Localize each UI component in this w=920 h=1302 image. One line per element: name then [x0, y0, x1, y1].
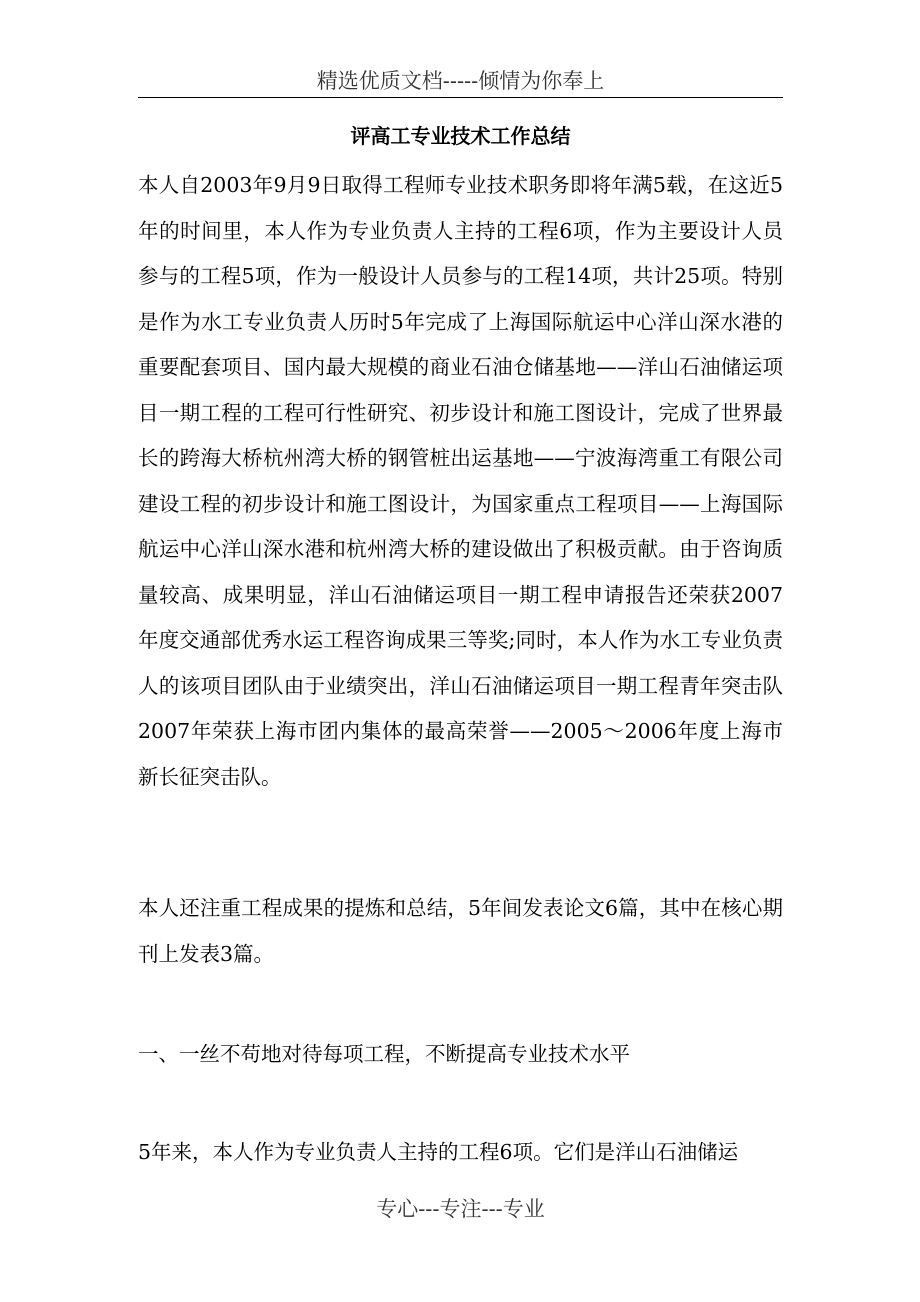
- header-divider: [138, 97, 783, 98]
- page-footer: 专心---专注---专业: [376, 1197, 545, 1221]
- body-paragraph-3: 5年来，本人作为专业负责人主持的工程6项。它们是洋山石油储运: [138, 1140, 739, 1164]
- document-title: 评高工专业技术工作总结: [350, 124, 571, 148]
- body-paragraph-2: 本人还注重工程成果的提炼和总结，5年间发表论文6篇，其中在核心期刊上发表3篇。: [138, 896, 783, 966]
- page-header: 精选优质文档-----倾情为你奉上: [316, 69, 605, 93]
- body-paragraph-1: 本人自2003年9月9日取得工程师专业技术职务即将年满5载，在这近5年的时间里，本人作为专业负责人主持的工程6项，作为主要设计人员参与的工程5项，作为一般设计人员参与的工程14项，共计25项。特别是作为水工专业负责人历时5年完成了上海国际航运中心洋山深水港的重要配套项目、国内最大规模的商业石油仓储基地——洋山石油储运项目一期工程的工程可行性研究、初步设计和施工图设计，完成了世界最长的跨海大桥杭州湾大桥的钢管桩出运基地——宁波海湾重工有限公司建设工程的初步设计和施工图设计，为国家重点工程项目——上海国际航运中心洋山深水港和杭州湾大桥的建设做出了积极贡献。由于咨询质量较高、成果明显，洋山石油储运项目一期工程申请报告还荣获2007年度交通部优秀水运工程咨询成果三等奖;同时，本人作为水工专业负责人的该项目团队由于业绩突出，洋山石油储运项目一期工程青年突击队2007年荣获上海市团内集体的最高荣誉——2005～2006年度上海市新长征突击队。: [138, 173, 783, 789]
- section-heading-1: 一、一丝不苟地对待每项工程，不断提高专业技术水平: [138, 1042, 630, 1066]
